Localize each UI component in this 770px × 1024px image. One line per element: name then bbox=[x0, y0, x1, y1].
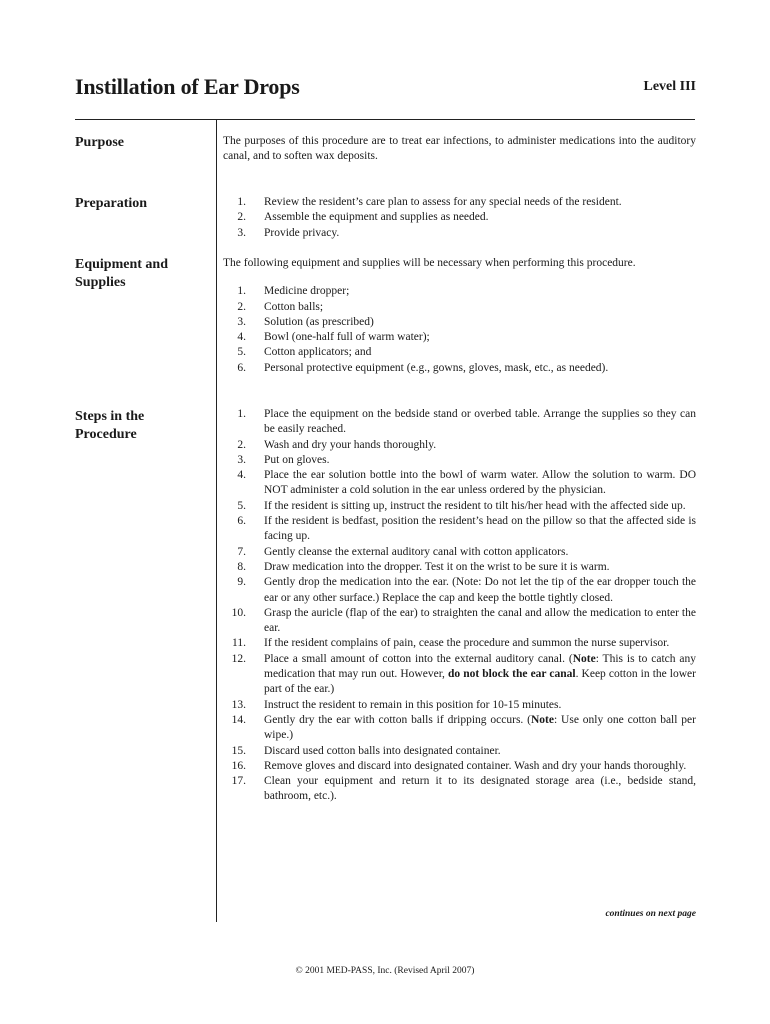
item-text: Place the ear solution bottle into the bowl of warm water. Allow the solution to warm. DO NOT administer a cold solution in the ear unless ordered by the physician. bbox=[264, 469, 696, 497]
step12-text-c: : This is to catch any medication that may run out. However, bbox=[264, 652, 696, 681]
steps-list bbox=[223, 407, 696, 805]
purpose-text bbox=[223, 134, 696, 165]
item-text bbox=[264, 652, 696, 698]
equipment-section bbox=[223, 256, 696, 376]
list-item bbox=[223, 345, 696, 360]
step12-text-a: Place a small amount of cotton into the external auditory canal. ( bbox=[264, 652, 573, 665]
item-text: Bowl (one-half full of warm water); bbox=[264, 331, 430, 344]
item-text: Discard used cotton balls into designated container. bbox=[264, 744, 501, 757]
item-text: Provide privacy. bbox=[264, 226, 340, 239]
item-number: 14. bbox=[231, 713, 246, 726]
list-item bbox=[223, 514, 696, 545]
steps-heading-line1: Steps in the bbox=[75, 409, 145, 424]
item-number: 7. bbox=[237, 545, 246, 558]
list-item bbox=[223, 315, 696, 330]
list-item bbox=[223, 759, 696, 774]
item-number: 13. bbox=[231, 698, 246, 711]
item-text: Medicine dropper; bbox=[264, 285, 350, 298]
item-text: If the resident is bedfast, position the resident’s head on the pillow so that the affected side is facing up. bbox=[264, 515, 696, 543]
item-text: Remove gloves and discard into designated container. Wash and dry your hands thoroughly. bbox=[264, 759, 687, 772]
equipment-intro: The following equipment and supplies will be necessary when performing this procedure. bbox=[223, 257, 636, 269]
list-item bbox=[223, 361, 696, 376]
list-item bbox=[223, 438, 696, 453]
preparation-list-container bbox=[223, 195, 696, 241]
equipment-heading bbox=[75, 256, 205, 292]
steps-heading-line2: Procedure bbox=[75, 427, 137, 442]
list-item bbox=[223, 453, 696, 468]
item-text: Draw medication into the dropper. Test it on the wrist to be sure it is warm. bbox=[264, 560, 610, 573]
item-number: 2. bbox=[237, 211, 246, 224]
item-number: 11. bbox=[232, 637, 246, 650]
item-number: 16. bbox=[231, 759, 246, 772]
equipment-heading-line1: Equipment and bbox=[75, 257, 168, 272]
item-number: 1. bbox=[237, 285, 246, 298]
step14-note-label: Note bbox=[531, 713, 554, 726]
list-item bbox=[223, 499, 696, 514]
item-text: Put on gloves. bbox=[264, 453, 330, 466]
item-number: 9. bbox=[237, 576, 246, 589]
header-rule bbox=[75, 119, 695, 120]
item-number: 3. bbox=[237, 315, 246, 328]
list-item bbox=[223, 330, 696, 345]
item-text: If the resident complains of pain, cease the procedure and summon the nurse supervisor. bbox=[264, 637, 670, 650]
item-number: 3. bbox=[237, 226, 246, 239]
list-item bbox=[223, 713, 696, 744]
list-item bbox=[223, 744, 696, 759]
level-label: Level III bbox=[643, 79, 696, 94]
item-number: 15. bbox=[231, 744, 246, 757]
list-item bbox=[223, 652, 696, 698]
item-number: 1. bbox=[237, 408, 246, 420]
list-item bbox=[223, 195, 696, 210]
step12-text-e: . Keep cotton in the lower part of the ear.) bbox=[264, 668, 696, 696]
item-number: 1. bbox=[237, 196, 246, 208]
item-text: Assemble the equipment and supplies as needed. bbox=[264, 211, 489, 224]
item-text: Solution (as prescribed) bbox=[264, 315, 374, 328]
steps-section bbox=[223, 407, 696, 805]
list-item bbox=[223, 774, 696, 805]
item-text: Gently drop the medication into the ear. (Note: Do not let the tip of the ear dropper touch the ear or any other surface.) Replace the cap and keep the bottle tightly closed. bbox=[264, 576, 696, 604]
list-item bbox=[223, 300, 696, 315]
item-number: 6. bbox=[237, 361, 246, 374]
list-item bbox=[223, 698, 696, 713]
item-text: Place the equipment on the bedside stand or overbed table. Arrange the supplies so they can be easily reached. bbox=[264, 408, 696, 436]
item-text bbox=[264, 713, 696, 744]
item-number: 2. bbox=[237, 300, 246, 313]
item-number: 17. bbox=[231, 775, 246, 788]
copyright-footer: © 2001 MED-PASS, Inc. (Revised April 2007) bbox=[295, 966, 475, 976]
list-item bbox=[223, 468, 696, 499]
list-item bbox=[223, 545, 696, 560]
item-number: 5. bbox=[237, 499, 246, 512]
continues-note: continues on next page bbox=[605, 909, 696, 919]
preparation-list bbox=[223, 195, 696, 241]
item-text: Cotton applicators; and bbox=[264, 346, 372, 359]
list-item bbox=[223, 636, 696, 651]
step12-note-label: Note bbox=[572, 652, 596, 665]
purpose-paragraph: The purposes of this procedure are to treat ear infections, to administer medications into the auditory canal, and to soften wax deposits. bbox=[223, 135, 696, 163]
item-text: If the resident is sitting up, instruct the resident to tilt his/her head with the affected side up. bbox=[264, 499, 686, 512]
list-item bbox=[223, 284, 696, 299]
equipment-heading-line2: Supplies bbox=[75, 275, 126, 290]
item-number: 10. bbox=[231, 606, 246, 619]
item-text: Wash and dry your hands thoroughly. bbox=[264, 438, 437, 451]
item-text: Grasp the auricle (flap of the ear) to straighten the canal and allow the medication to enter the ear. bbox=[264, 606, 696, 635]
step14-text-a: Gently dry the ear with cotton balls if dripping occurs. ( bbox=[264, 713, 531, 726]
list-item bbox=[223, 560, 696, 575]
item-number: 4. bbox=[237, 331, 246, 344]
purpose-heading: Purpose bbox=[75, 135, 124, 150]
list-item bbox=[223, 606, 696, 637]
step12-warning: do not block the ear canal bbox=[448, 668, 576, 681]
item-text: Personal protective equipment (e.g., gowns, gloves, mask, etc., as needed). bbox=[264, 361, 609, 374]
item-text: Cotton balls; bbox=[264, 300, 324, 313]
item-number: 2. bbox=[237, 438, 246, 451]
item-text: Clean your equipment and return it to its designated storage area (i.e., bedside stand, bathroom, etc.). bbox=[264, 775, 696, 803]
equipment-list bbox=[223, 284, 696, 376]
item-text: Gently cleanse the external auditory canal with cotton applicators. bbox=[264, 545, 569, 558]
item-text: Instruct the resident to remain in this position for 10-15 minutes. bbox=[264, 698, 562, 711]
item-number: 12. bbox=[231, 652, 246, 665]
item-number: 6. bbox=[237, 515, 246, 528]
list-item bbox=[223, 407, 696, 438]
page-title: Instillation of Ear Drops bbox=[75, 74, 300, 99]
item-number: 4. bbox=[237, 469, 246, 482]
item-number: 8. bbox=[237, 560, 246, 573]
steps-heading bbox=[75, 408, 205, 444]
step14-text-c: : Use only one cotton ball per wipe.) bbox=[264, 713, 696, 742]
list-item bbox=[223, 210, 696, 225]
item-text: Review the resident’s care plan to assess for any special needs of the resident. bbox=[264, 196, 622, 208]
column-divider bbox=[216, 120, 217, 922]
item-number: 3. bbox=[237, 453, 246, 466]
list-item bbox=[223, 226, 696, 241]
item-number: 5. bbox=[237, 346, 246, 359]
list-item bbox=[223, 575, 696, 606]
preparation-heading: Preparation bbox=[75, 196, 148, 211]
